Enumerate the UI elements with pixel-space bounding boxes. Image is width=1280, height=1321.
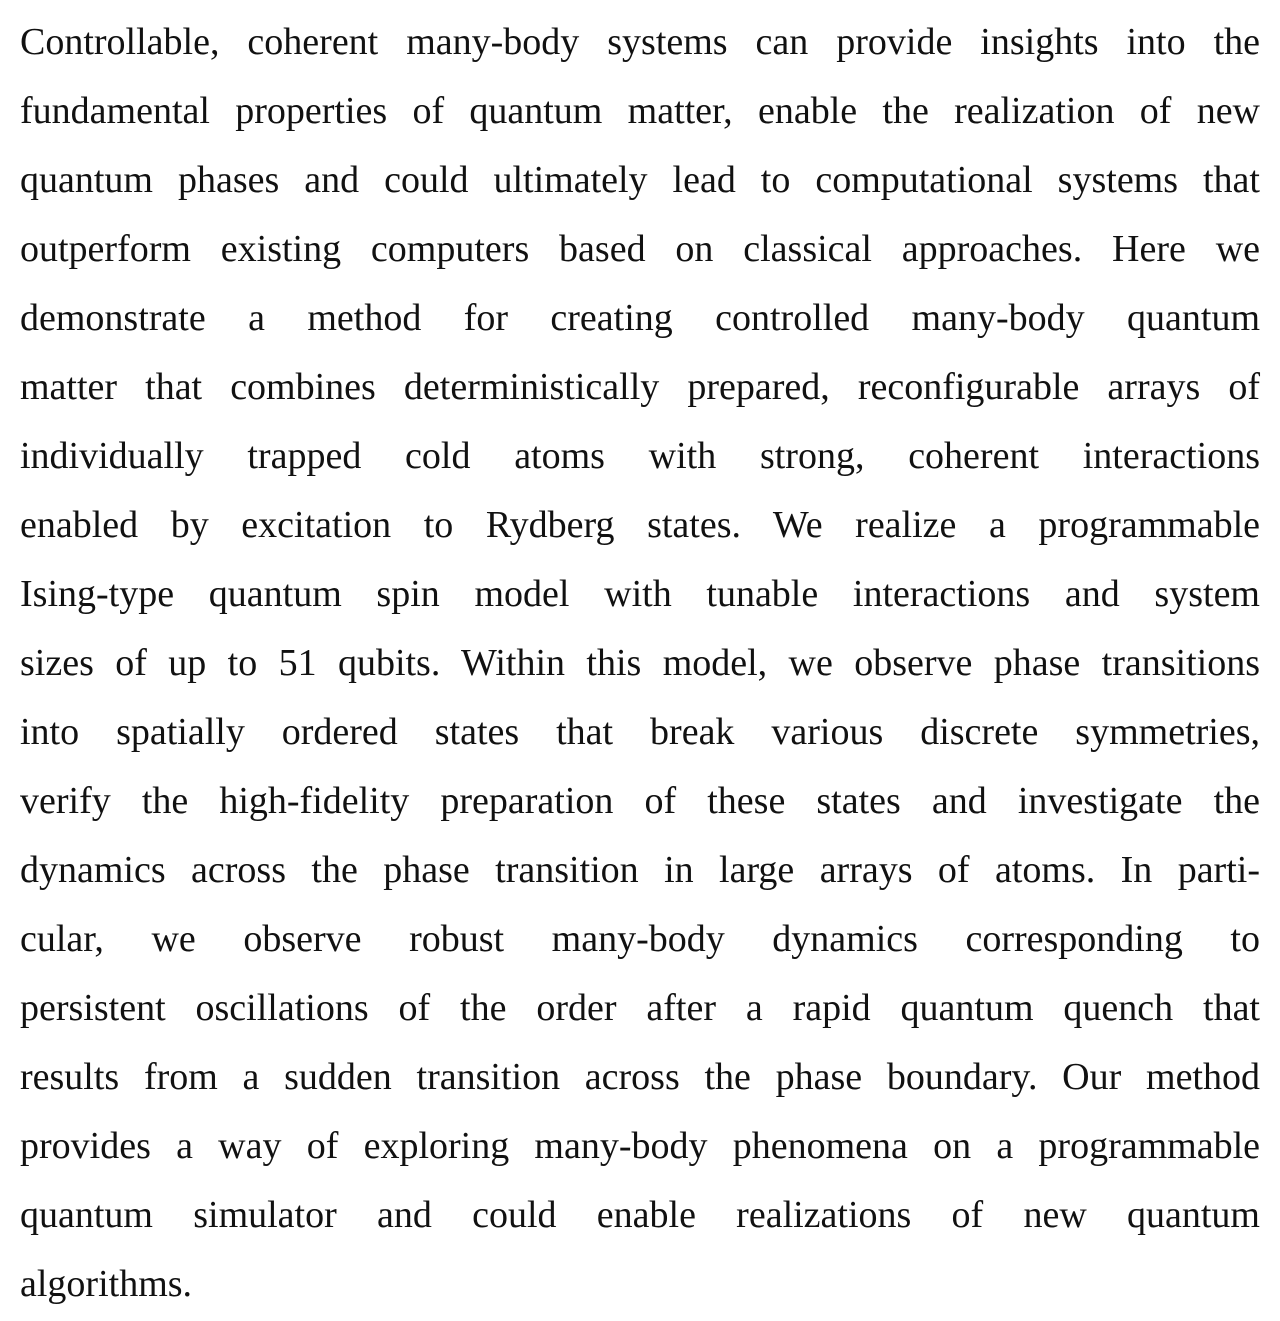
abstract-line: cular, we observe robust many-body dynamics corresponding to [20,918,1260,960]
abstract-line: Ising-type quantum spin model with tunable interactions and system [20,573,1260,615]
abstract-line: sizes of up to 51 qubits. Within this model, we observe phase transitions [20,642,1260,684]
abstract-line-last: algorithms. [20,1263,193,1305]
abstract-line: fundamental properties of quantum matter, enable the realization of new [20,90,1260,132]
abstract-line: outperform existing computers based on classical approaches. Here we [20,228,1260,270]
abstract-line: dynamics across the phase transition in large arrays of atoms. In parti- [20,849,1260,891]
abstract-line: verify the high-fidelity preparation of these states and investigate the [20,780,1260,822]
abstract-paragraph [20,8,1260,1319]
abstract-line: quantum simulator and could enable realizations of new quantum [20,1194,1260,1236]
abstract-line: enabled by excitation to Rydberg states. We realize a programmable [20,504,1260,546]
abstract-line: into spatially ordered states that break various discrete symmetries, [20,711,1260,753]
abstract-line: quantum phases and could ultimately lead to computational systems that [20,159,1260,201]
abstract-line: results from a sudden transition across the phase boundary. Our method [20,1056,1260,1098]
abstract-line: Controllable, coherent many-body systems can provide insights into the [20,21,1260,63]
abstract-line: persistent oscillations of the order after a rapid quantum quench that [20,987,1260,1029]
abstract-line: individually trapped cold atoms with strong, coherent interactions [20,435,1260,477]
abstract-line: provides a way of exploring many-body phenomena on a programmable [20,1125,1260,1167]
abstract-line: demonstrate a method for creating controlled many-body quantum [20,297,1260,339]
abstract-line: matter that combines deterministically prepared, reconfigurable arrays of [20,366,1260,408]
